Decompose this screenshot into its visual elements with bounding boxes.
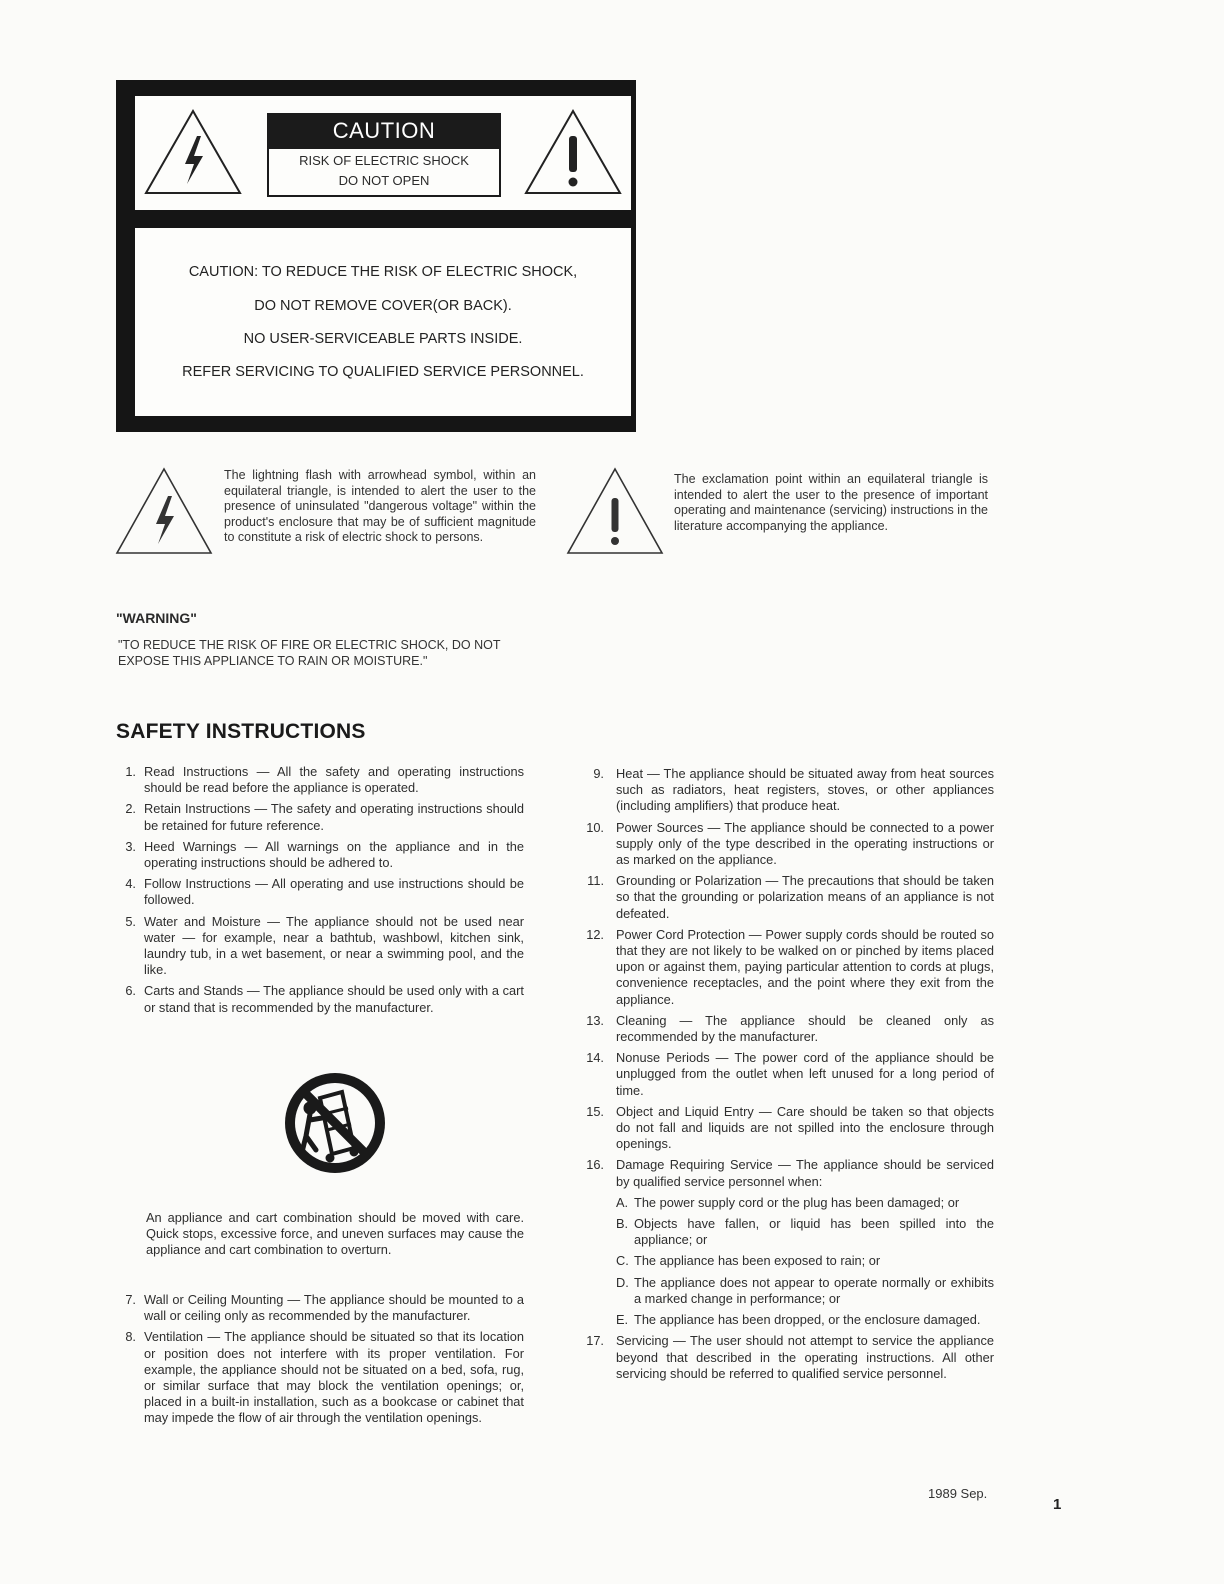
instruction-item-14: 14. Nonuse Periods — The power cord of the appliance should be unplugged from the outlet when left unused for a long period of time. <box>586 1050 994 1098</box>
instruction-item-11: 11. Grounding or Polarization — The precautions that should be taken so that the grounding or polarization means of an appliance is not defeated. <box>587 873 994 921</box>
sub-item-c: C. The appliance has been exposed to rain; or <box>616 1253 881 1269</box>
instruction-item-17: 17. Servicing — The user should not attempt to service the appliance beyond that described in the operating instructions. All other servicing should be referred to qualified service personnel. <box>586 1333 994 1381</box>
sub-item-a: A. The power supply cord or the plug has been damaged; or <box>616 1194 960 1210</box>
instruction-item-4: 4. Follow Instructions — All operating and use instructions should be followed. <box>125 876 524 908</box>
sub-item-e: E. The appliance has been dropped, or the enclosure damaged. <box>616 1312 981 1328</box>
exclamation-symbol-description: The exclamation point within an equilateral triangle is intended to alert the user to the presence of important operating and maintenance (servicing) instructions in the literature accompanying the appliance. <box>674 472 988 533</box>
caution-subtitle-line-2: DO NOT OPEN <box>338 173 430 188</box>
cart-tipover-warning-icon <box>280 1068 390 1183</box>
warning-text: "TO REDUCE THE RISK OF FIRE OR ELECTRIC SHOCK, DO NOT EXPOSE THIS APPLIANCE TO RAIN OR MOISTURE." <box>118 638 501 668</box>
lightning-warning-icon <box>143 108 243 196</box>
instruction-item-6: 6. Carts and Stands — The appliance should be used only with a cart or stand that is recommended by the manufacturer. <box>125 983 524 1015</box>
caution-line-3: NO USER-SERVICEABLE PARTS INSIDE. <box>243 331 523 347</box>
instruction-item-9: 9. Heat — The appliance should be situated away from heat sources such as radiators, heat registers, stoves, or other appliances (including amplifiers) that produce heat. <box>593 766 994 814</box>
instruction-item-3: 3. Heed Warnings — All warnings on the appliance and in the operating instructions should be adhered to. <box>125 838 524 871</box>
safety-left-column-continued <box>116 1292 524 1432</box>
sub-item-b: B. Objects have fallen, or liquid has been spilled into the appliance; or <box>616 1216 994 1248</box>
caution-line-1: CAUTION: TO REDUCE THE RISK OF ELECTRIC SHOCK, <box>188 264 578 280</box>
lightning-symbol-description: The lightning flash with arrowhead symbol, within an equilateral triangle, is intended to alert the user to the presence of uninsulated "dangerous voltage" within the product's enclosure that may be of sufficient magnitude to constitute a risk of electric shock to persons. <box>224 468 536 544</box>
caution-line-4: REFER SERVICING TO QUALIFIED SERVICE PERSONNEL. <box>182 364 584 380</box>
instruction-item-16: 16. Damage Requiring Service — The appliance should be serviced by qualified service personnel when: <box>586 1157 994 1189</box>
document-date: 1989 Sep. <box>928 1486 988 1501</box>
warning-heading: "WARNING" <box>116 610 197 626</box>
caution-subtitle <box>267 149 501 197</box>
caution-line-2: DO NOT REMOVE COVER(OR BACK). <box>254 298 512 314</box>
caution-subtitle-line-1: RISK OF ELECTRIC SHOCK <box>299 153 469 168</box>
safety-right-column <box>580 766 994 1387</box>
instruction-item-8: 8. Ventilation — The appliance should be situated so that its location or position does not interfere with its proper ventilation. For example, the appliance should not be situated on a bed, sofa, rug, or similar surface that may block the ventilation openings; or, placed in a built-in installation, such as a bookcase or cabinet that may impede the flow of air through the ventilation openings. <box>125 1329 524 1426</box>
caution-title: CAUTION <box>267 113 501 149</box>
safety-left-column <box>116 764 524 1021</box>
damage-sub-list <box>580 1195 994 1328</box>
caution-box-bottom-panel <box>135 228 631 416</box>
instruction-item-15: 15. Object and Liquid Entry — Care should be taken so that objects do not fall and liquids are not spilled into the enclosure through openings. <box>586 1103 994 1152</box>
cart-caption: An appliance and cart combination should be moved with care. Quick stops, excessive force, and uneven surfaces may cause the appliance and cart combination to overturn. <box>146 1210 524 1258</box>
instruction-item-10: 10. Power Sources — The appliance should be connected to a power supply only of the type described in the operating instructions or as marked on the appliance. <box>586 819 994 868</box>
exclamation-warning-icon <box>523 108 623 196</box>
page-number: 1 <box>1053 1496 1062 1513</box>
instruction-item-13: 13. Cleaning — The appliance should be cleaned only as recommended by the manufacturer. <box>586 1012 994 1045</box>
exclamation-symbol-icon <box>565 466 665 556</box>
sub-item-d: D. The appliance does not appear to operate normally or exhibits a marked change in performance; or <box>616 1274 994 1306</box>
instruction-item-7: 7. Wall or Ceiling Mounting — The appliance should be mounted to a wall or ceiling only as recommended by the manufacturer. <box>125 1292 524 1324</box>
instruction-item-5: 5. Water and Moisture — The appliance should not be used near water — for example, near a bathtub, washbowl, kitchen sink, laundry tub, in a wet basement, or near a swimming pool, and the like. <box>125 913 524 978</box>
instruction-item-1: 1. Read Instructions — All the safety and operating instructions should be read before the appliance is operated. <box>125 764 524 796</box>
lightning-symbol-icon <box>114 466 214 556</box>
instruction-item-12: 12. Power Cord Protection — Power supply cords should be routed so that they are not likely to be walked on or pinched by items placed upon or against them, paying particular attention to cords at plugs, convenience receptacles, and the point where they exit from the appliance. <box>586 926 994 1007</box>
instruction-item-2: 2. Retain Instructions — The safety and operating instructions should be retained for future reference. <box>125 801 524 833</box>
safety-instructions-title: SAFETY INSTRUCTIONS <box>116 720 366 743</box>
